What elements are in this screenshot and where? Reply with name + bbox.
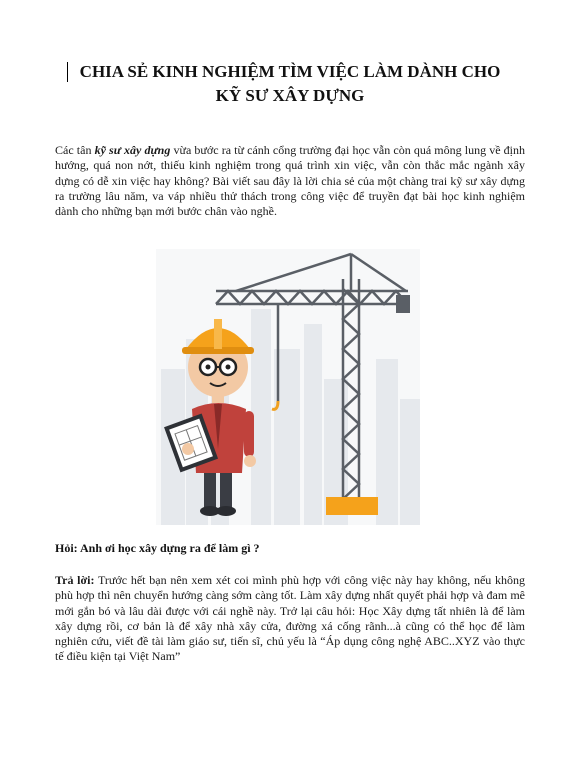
document-title: [55, 60, 525, 108]
counterweight: [396, 295, 410, 313]
answer-label: Trả lời:: [55, 573, 95, 587]
answer-text: Trước hết bạn nên xem xét coi mình phù hợp với công việc này hay không, nếu không phù hợp thì nên chuyển hướng càng sớm càng tốt. Làm xây dựng nhất quyết phải hợp và đam mê mới gắn bó và lâu dài được với cái nghề này. Trở lại câu hỏi: Học Xây dựng tất nhiên là để làm xây dựng rồi, cơ bản là để xây nhà xây cửa, đường xá cống rãnh...à cũng có thể học để làm nghiên cứu, viết đề tài làm giáo sư, tiến sĩ, chủ yếu là “Áp dụng công nghệ ABC..XYZ vào thực tế điều kiện tại Việt Nam”: [55, 573, 526, 664]
intro-after: vừa bước ra từ cánh cổng trường đại học vẫn còn quá mông lung về định hướng, quá non nớt, thiếu kinh nghiệm trong quá trình xin việc, vẫn còn thắc mắc ngành xây dựng có dễ xin việc hay không? Bài viết sau đây là lời chia sẻ của một chàng trai kỹ sư xây dựng ra trường lâu năm, va váp nhiều thử thách trong công việc để truyền đạt bài học kinh nghiệm dành cho những bạn mới bước chân vào nghề.: [55, 143, 525, 219]
keyword-link[interactable]: kỹ sư xây dựng: [94, 143, 171, 157]
intro-before: Các tân: [55, 143, 95, 157]
answer-paragraph: [55, 573, 525, 665]
crane-base: [326, 497, 378, 515]
engineer-crane-illustration: [156, 249, 420, 525]
question-heading: Hỏi: Anh ơi học xây dựng ra để làm gì ?: [55, 541, 260, 555]
title-line-2: KỸ SƯ XÂY DỰNG: [215, 86, 365, 105]
intro-paragraph: [55, 143, 525, 219]
title-line-1: CHIA SẺ KINH NGHIỆM TÌM VIỆC LÀM DÀNH CHO: [79, 62, 501, 81]
